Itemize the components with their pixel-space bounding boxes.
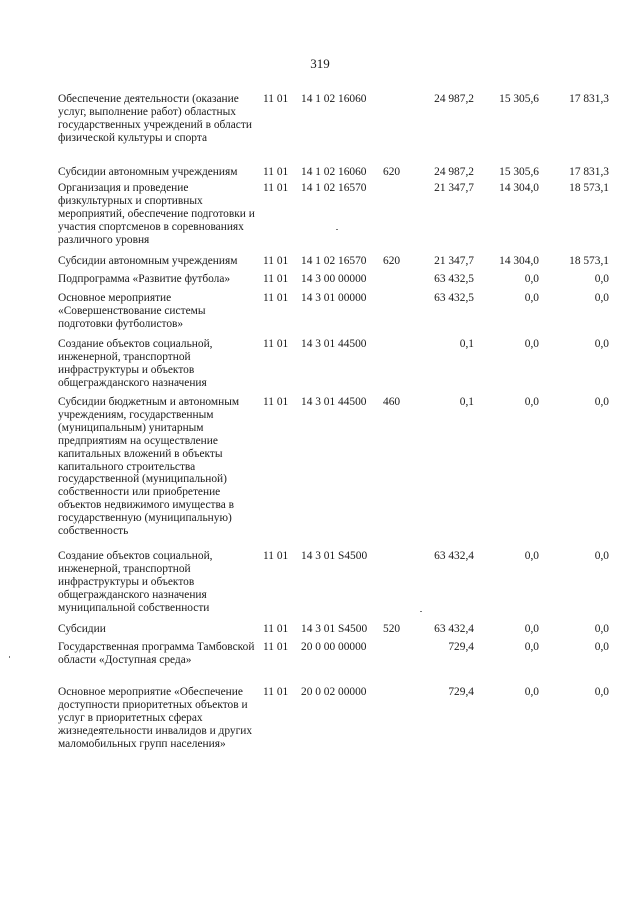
row-csr: 14 3 01 S4500: [301, 623, 368, 635]
row-section: 11 01: [263, 623, 289, 635]
row-value-3: 17 831,3: [569, 93, 609, 105]
row-name: Основное мероприятие «Обеспечение доступности приоритетных объектов и услуг в приоритетных сферах жизнедеятельности инвалидов и других маломобильных групп населения»: [58, 686, 253, 750]
row-section: 11 01: [263, 273, 289, 285]
row-value-3: 0,0: [594, 396, 609, 408]
row-value-3: 18 573,1: [569, 255, 609, 267]
page-number: 319: [310, 56, 330, 71]
row-section: 11 01: [263, 396, 289, 408]
row-csr: 14 3 00 00000: [301, 273, 367, 285]
row-csr: 14 3 01 S4500: [301, 550, 368, 562]
row-value-2: 0,0: [524, 396, 539, 408]
row-value-1: 21 347,7: [434, 182, 474, 194]
row-csr: 20 0 00 00000: [301, 641, 367, 653]
row-section: 11 01: [263, 166, 289, 178]
row-vr: 460: [383, 396, 401, 408]
row-name: Подпрограмма «Развитие футбола»: [58, 273, 231, 285]
row-name: Обеспечение деятельности (оказание услуг, выполнение работ) областных государственных учреждений в области физической культуры и спорта: [58, 93, 252, 144]
row-value-3: 18 573,1: [569, 182, 609, 194]
row-csr: 14 1 02 16570: [301, 255, 367, 267]
row-name: Субсидии бюджетным и автономным учреждениям, государственным (муниципальным) унитарным предприятиям на осуществление капитальных вложений в объекты капитального строительства государственной (муниципальной) собственности или приобретение объектов недвижимого имущества в государственную (муниципальную) собственность: [58, 396, 240, 538]
row-section: 11 01: [263, 292, 289, 304]
scan-artifact: [9, 656, 10, 658]
row-csr: 14 3 01 44500: [301, 396, 367, 408]
row-csr: 14 3 01 00000: [301, 292, 367, 304]
row-csr: 20 0 02 00000: [301, 686, 367, 698]
row-value-2: 0,0: [524, 641, 539, 653]
row-csr: 14 1 02 16060: [301, 166, 367, 178]
row-value-2: 15 305,6: [499, 93, 539, 105]
row-value-2: 0,0: [524, 623, 539, 635]
row-value-3: 0,0: [594, 686, 609, 698]
row-value-3: 0,0: [594, 550, 609, 562]
row-value-2: 0,0: [524, 338, 539, 350]
row-value-1: 63 432,5: [434, 273, 474, 285]
row-value-1: 24 987,2: [434, 93, 474, 105]
scan-artifact: [336, 229, 338, 230]
row-name: Субсидии автономным учреждениям: [58, 255, 238, 267]
row-section: 11 01: [263, 641, 289, 653]
row-section: 11 01: [263, 550, 289, 562]
row-section: 11 01: [263, 686, 289, 698]
row-csr: 14 1 02 16570: [301, 182, 367, 194]
row-value-1: 0,1: [459, 338, 474, 350]
row-value-2: 0,0: [524, 273, 539, 285]
row-value-2: 14 304,0: [499, 255, 539, 267]
row-name: Создание объектов социальной, инженерной, транспортной инфраструктуры и объектов общегражданского назначения: [58, 338, 213, 389]
row-value-1: 729,4: [448, 686, 474, 698]
row-csr: 14 1 02 16060: [301, 93, 367, 105]
row-name: Создание объектов социальной, инженерной, транспортной инфраструктуры и объектов общегражданского назначения муниципальной собственности: [58, 550, 213, 614]
row-value-3: 0,0: [594, 641, 609, 653]
row-value-3: 0,0: [594, 273, 609, 285]
row-value-1: 21 347,7: [434, 255, 474, 267]
row-value-3: 0,0: [594, 338, 609, 350]
row-value-1: 63 432,5: [434, 292, 474, 304]
row-value-1: 729,4: [448, 641, 474, 653]
row-name: Государственная программа Тамбовской области «Доступная среда»: [58, 641, 255, 666]
row-value-2: 15 305,6: [499, 166, 539, 178]
row-value-2: 14 304,0: [499, 182, 539, 194]
row-csr: 14 3 01 44500: [301, 338, 367, 350]
row-value-2: 0,0: [524, 686, 539, 698]
row-value-1: 63 432,4: [434, 623, 474, 635]
scan-artifact: [420, 611, 422, 612]
row-name: Субсидии: [58, 623, 106, 635]
row-vr: 520: [383, 623, 401, 635]
row-value-2: 0,0: [524, 550, 539, 562]
row-value-3: 0,0: [594, 623, 609, 635]
row-vr: 620: [383, 166, 401, 178]
row-name: Основное мероприятие «Совершенствование системы подготовки футболистов»: [58, 292, 206, 330]
row-value-3: 17 831,3: [569, 166, 609, 178]
row-value-3: 0,0: [594, 292, 609, 304]
row-value-1: 24 987,2: [434, 166, 474, 178]
row-value-2: 0,0: [524, 292, 539, 304]
row-vr: 620: [383, 255, 401, 267]
row-section: 11 01: [263, 93, 289, 105]
row-name: Организация и проведение физкультурных и спортивных мероприятий, обеспечение подготовки и участия спортсменов в соревнованиях различного уровня: [58, 182, 255, 246]
row-value-1: 0,1: [459, 396, 474, 408]
row-name: Субсидии автономным учреждениям: [58, 166, 238, 178]
row-value-1: 63 432,4: [434, 550, 474, 562]
row-section: 11 01: [263, 182, 289, 194]
row-section: 11 01: [263, 338, 289, 350]
row-section: 11 01: [263, 255, 289, 267]
